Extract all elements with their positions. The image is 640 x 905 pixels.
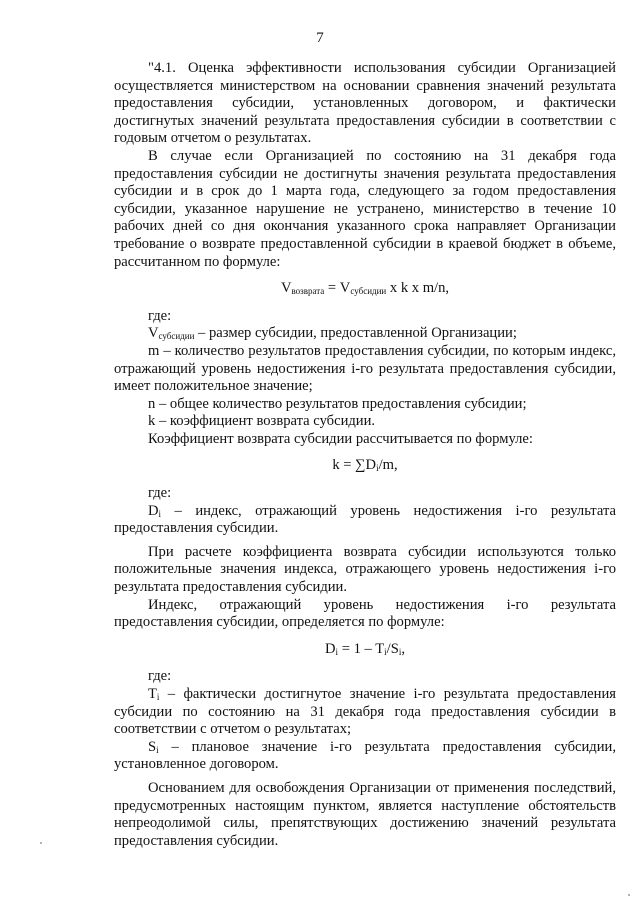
definition-v-subsidy bbox=[114, 325, 616, 343]
where-label-2: где: bbox=[148, 485, 172, 502]
scan-speck bbox=[628, 894, 630, 896]
definition-n: n – общее количество результатов предоставления субсидии; bbox=[148, 395, 527, 412]
def-v-subscript: субсидии bbox=[158, 331, 195, 342]
where-label-1: где: bbox=[148, 307, 172, 324]
def-s-subscript: i bbox=[156, 744, 159, 755]
paragraph-force-majeure: Основанием для освобождения Организации от применения последствий, предусмотренных настоящим пунктом, является наступление обстоятельств непреодолимой силы, препятствующих достижению значений результата предоставления субсидии. bbox=[114, 779, 616, 849]
formula-d-end: , bbox=[401, 640, 405, 657]
formula-eq: = V bbox=[324, 280, 351, 297]
formula-k-main: k = ∑D bbox=[332, 457, 377, 474]
formula-d bbox=[114, 641, 616, 659]
def-s-symbol: S bbox=[148, 738, 157, 755]
def-v-symbol: V bbox=[148, 325, 159, 342]
page-number: 7 bbox=[316, 30, 324, 46]
where-label-3: где: bbox=[148, 668, 172, 685]
definition-d bbox=[114, 503, 616, 538]
formula-t-subscript: i bbox=[384, 646, 387, 657]
document-body bbox=[114, 60, 616, 850]
formula-v: V bbox=[280, 280, 292, 297]
def-d-subscript: i bbox=[158, 508, 162, 519]
def-t-text: – фактически достигнутое значение i-го результата предоставления субсидии по состоянию на 31 декабря года предоставления субсидии в соответствии с отчетом о результатах; bbox=[114, 686, 616, 738]
formula-d-mid: = 1 – T bbox=[338, 640, 385, 657]
formula-k bbox=[114, 457, 616, 475]
definition-s bbox=[114, 739, 616, 774]
formula-d-subscript: i bbox=[335, 646, 339, 657]
definition-t bbox=[114, 686, 616, 739]
def-v-text: – размер субсидии, предоставленной Организации; bbox=[194, 325, 517, 342]
paragraph-positive-values: При расчете коэффициента возврата субсидии используются только положительные значения индекса, отражающего уровень недостижения i-го результата предоставления субсидии. bbox=[114, 543, 616, 596]
scan-speck bbox=[40, 842, 42, 844]
definition-m: m – количество результатов предоставления субсидии, по которым индекс, отражающий уровень недостижения i-го результата предоставления субсидии, имеет положительное значение; bbox=[114, 342, 616, 395]
formula-d-main: D bbox=[325, 640, 336, 657]
def-s-text: – плановое значение i-го результата предоставления субсидии, установленное договором. bbox=[114, 738, 616, 773]
paragraph-return-condition: В случае если Организацией по состоянию на 31 декабря года предоставления субсидии не достигнуты значения результата предоставления субсидии и в срок до 1 марта года, следующего за годом предоставления субсидии, указанное нарушение не устранено, министерство в течение 10 рабочих дней со дня окончания указанного срока направляет Организации требование о возврате предоставленной субсидии в краевой бюджет в объеме, рассчитанном по формуле: bbox=[114, 147, 616, 270]
formula-v-subscript: возврата bbox=[291, 286, 325, 297]
def-t-subscript: i bbox=[156, 692, 160, 702]
formula-k-rest: /m, bbox=[378, 457, 398, 474]
paragraph-index-formula-intro: Индекс, отражающий уровень недостижения i-го результата предоставления субсидии, определяется по формуле: bbox=[114, 596, 616, 631]
def-d-text: – индекс, отражающий уровень недостижения i-го результата предоставления субсидии. bbox=[114, 502, 616, 537]
definition-k: k – коэффициент возврата субсидии. bbox=[148, 413, 376, 430]
paragraph-k-formula-intro: Коэффициент возврата субсидии рассчитывается по формуле: bbox=[148, 430, 533, 447]
paragraph-evaluation: "4.1. Оценка эффективности использования субсидии Организацией осуществляется министерством на основании сравнения значений результата предоставления субсидии, установленных договором, и фактически достигнутых значений результата предоставления субсидии в соответствии с годовым отчетом о результатах. bbox=[114, 60, 616, 147]
def-t-symbol: T bbox=[148, 686, 157, 702]
formula-v2-subscript: субсидии bbox=[350, 286, 387, 297]
formula-return-volume bbox=[114, 280, 616, 298]
formula-rest: x k x m/n, bbox=[386, 280, 450, 297]
formula-s-subscript: i bbox=[398, 646, 402, 657]
formula-d-div: /S bbox=[386, 640, 399, 657]
def-d-symbol: D bbox=[148, 502, 159, 519]
formula-k-subscript: i bbox=[376, 463, 379, 474]
